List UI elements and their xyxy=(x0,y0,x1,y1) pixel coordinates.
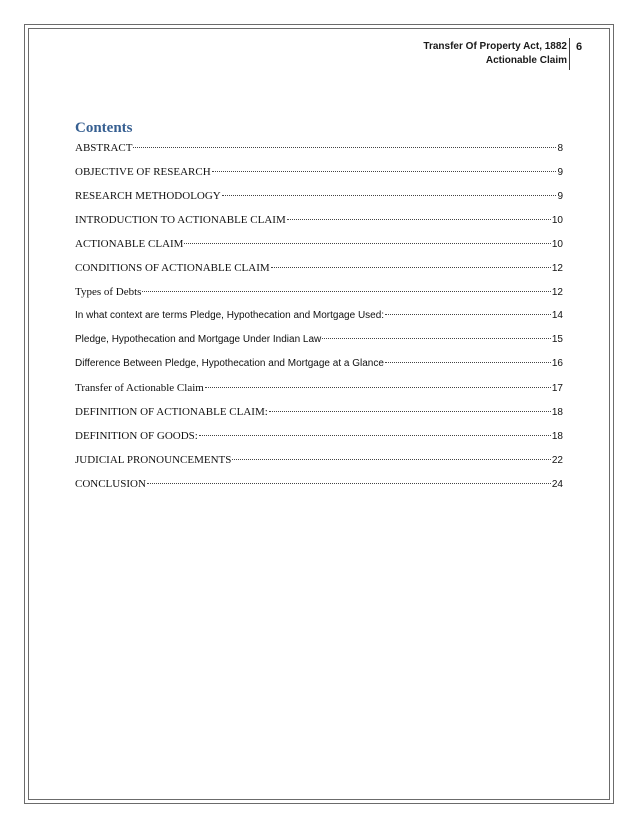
toc-entry-page: 9 xyxy=(557,167,563,178)
toc-entry[interactable] xyxy=(75,403,563,427)
toc-entry-page: 17 xyxy=(551,383,563,394)
toc-entry[interactable] xyxy=(75,163,563,187)
toc-entry[interactable] xyxy=(75,307,563,331)
toc-entry[interactable] xyxy=(75,451,563,475)
toc-heading: Contents xyxy=(75,120,133,136)
toc-entry-title: In what context are terms Pledge, Hypothecation and Mortgage Used: xyxy=(75,310,385,321)
toc-leader-dots xyxy=(222,195,557,196)
toc-entry-title: Transfer of Actionable Claim xyxy=(75,382,204,394)
toc-entry[interactable] xyxy=(75,187,563,211)
toc-leader-dots xyxy=(199,435,551,436)
toc-entry-page: 10 xyxy=(551,239,563,250)
toc-entry-title: Types of Debts xyxy=(75,286,142,298)
toc-entry-page: 16 xyxy=(551,358,563,369)
running-header xyxy=(360,40,567,68)
toc-entry-title: Difference Between Pledge, Hypothecation and Mortgage at a Glance xyxy=(75,358,384,369)
header-title: Transfer Of Property Act, 1882 xyxy=(423,41,567,52)
toc-entry[interactable] xyxy=(75,379,563,403)
toc-entry-page: 22 xyxy=(551,455,563,466)
toc-leader-dots xyxy=(232,459,551,460)
toc-entry[interactable] xyxy=(75,283,563,307)
toc-entry-title: ACTIONABLE CLAIM xyxy=(75,238,184,250)
toc-entry-title: INTRODUCTION TO ACTIONABLE CLAIM xyxy=(75,214,286,226)
table-of-contents xyxy=(75,139,563,499)
toc-entry-page: 24 xyxy=(551,479,563,490)
toc-entry[interactable] xyxy=(75,475,563,499)
toc-leader-dots xyxy=(142,291,550,292)
toc-entry-title: CONDITIONS OF ACTIONABLE CLAIM xyxy=(75,262,270,274)
toc-entry[interactable] xyxy=(75,139,563,163)
toc-entry[interactable] xyxy=(75,331,563,355)
toc-entry[interactable] xyxy=(75,355,563,379)
toc-entry-title: CONCLUSION xyxy=(75,478,146,490)
toc-entry-page: 12 xyxy=(551,287,563,298)
toc-entry[interactable] xyxy=(75,427,563,451)
header-divider xyxy=(569,38,570,70)
toc-leader-dots xyxy=(212,171,557,172)
toc-entry-title: DEFINITION OF ACTIONABLE CLAIM: xyxy=(75,406,268,418)
toc-leader-dots xyxy=(322,338,551,339)
toc-entry-title: OBJECTIVE OF RESEARCH xyxy=(75,166,211,178)
toc-entry-title: DEFINITION OF GOODS: xyxy=(75,430,198,442)
toc-entry[interactable] xyxy=(75,211,563,235)
toc-leader-dots xyxy=(147,483,551,484)
toc-entry[interactable] xyxy=(75,235,563,259)
toc-entry-title: Pledge, Hypothecation and Mortgage Under Indian Law xyxy=(75,334,322,345)
toc-entry-title: ABSTRACT xyxy=(75,142,133,154)
toc-leader-dots xyxy=(385,362,551,363)
toc-entry-title: RESEARCH METHODOLOGY xyxy=(75,190,221,202)
header-subtitle: Actionable Claim xyxy=(485,55,567,66)
toc-leader-dots xyxy=(133,147,556,148)
toc-leader-dots xyxy=(271,267,551,268)
page-number: 6 xyxy=(576,41,583,53)
toc-entry-page: 15 xyxy=(551,334,563,345)
toc-entry-page: 8 xyxy=(557,143,563,154)
toc-leader-dots xyxy=(205,387,551,388)
toc-entry-page: 9 xyxy=(557,191,563,202)
toc-leader-dots xyxy=(184,243,550,244)
toc-entry-page: 12 xyxy=(551,263,563,274)
toc-entry[interactable] xyxy=(75,259,563,283)
toc-leader-dots xyxy=(269,411,551,412)
toc-entry-page: 18 xyxy=(551,431,563,442)
toc-entry-page: 18 xyxy=(551,407,563,418)
toc-entry-page: 14 xyxy=(551,310,563,321)
toc-entry-page: 10 xyxy=(551,215,563,226)
toc-entry-title: JUDICIAL PRONOUNCEMENTS xyxy=(75,454,232,466)
toc-leader-dots xyxy=(287,219,551,220)
toc-leader-dots xyxy=(385,314,551,315)
